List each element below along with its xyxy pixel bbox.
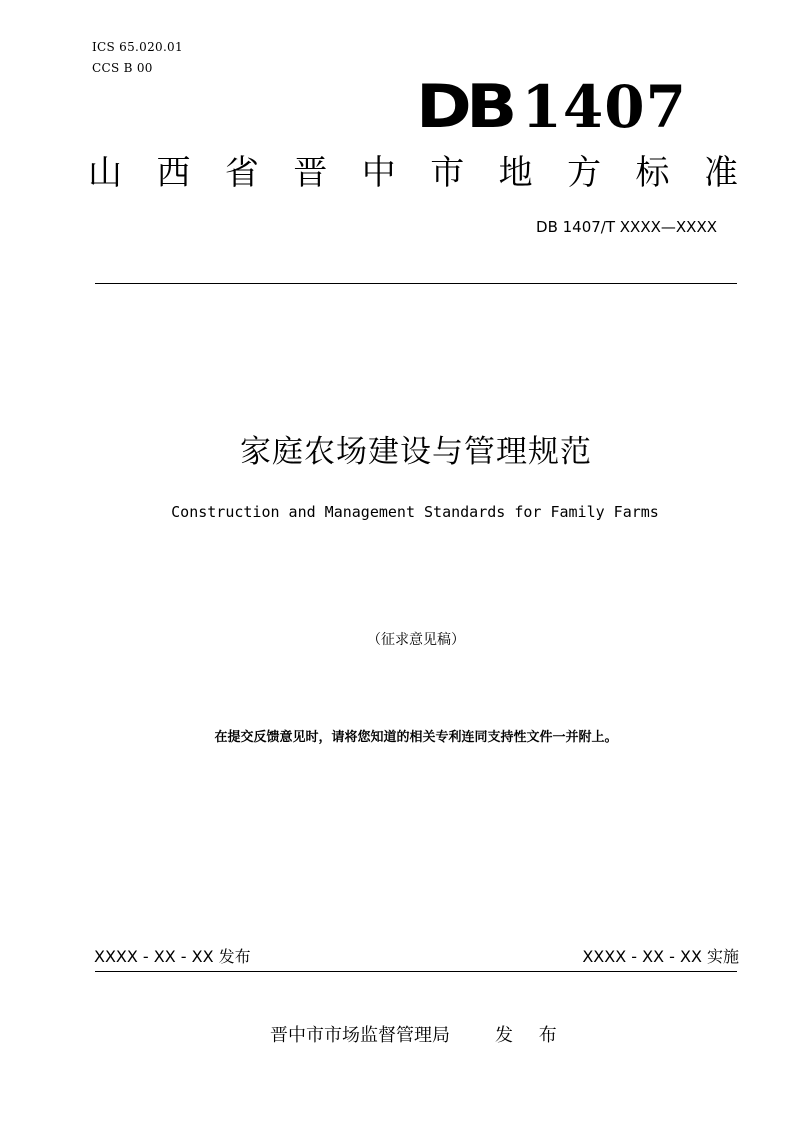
- publisher-name: 晋中市市场监督管理局: [270, 1025, 450, 1046]
- header-divider: [95, 283, 737, 284]
- implementation-date: XXXX - XX - XX 实施: [582, 947, 739, 966]
- org-char: 中: [361, 153, 396, 193]
- logo-number: 1407: [521, 73, 687, 141]
- org-char: 西: [156, 153, 191, 193]
- db-logo: [416, 72, 687, 142]
- org-char: 省: [224, 153, 259, 193]
- title-chinese: 家庭农场建设与管理规范: [240, 434, 592, 470]
- org-char: 晋: [293, 153, 328, 193]
- ics-code: ICS 65.020.01: [92, 40, 183, 54]
- org-char: 准: [703, 153, 738, 193]
- footer-divider: [95, 971, 737, 972]
- org-char: 方: [567, 153, 602, 193]
- org-char: 市: [430, 153, 465, 193]
- organization-title: [88, 150, 738, 196]
- ccs-code: CCS B 00: [92, 61, 153, 75]
- patent-notice: 在提交反馈意见时，请将您知道的相关专利连同支持性文件一并附上。: [214, 730, 618, 745]
- draft-status: （征求意见稿）: [367, 632, 465, 648]
- logo-db-text: DB: [416, 72, 512, 142]
- publish-label: 发 布: [495, 1025, 567, 1046]
- title-english: Construction and Management Standards for Family Farms: [171, 503, 659, 521]
- org-char: 标: [635, 153, 670, 193]
- org-char: 山: [88, 153, 122, 193]
- standard-number: DB 1407/T XXXX—XXXX: [536, 218, 717, 236]
- issue-date: XXXX - XX - XX 发布: [94, 947, 251, 966]
- org-char: 地: [498, 153, 533, 193]
